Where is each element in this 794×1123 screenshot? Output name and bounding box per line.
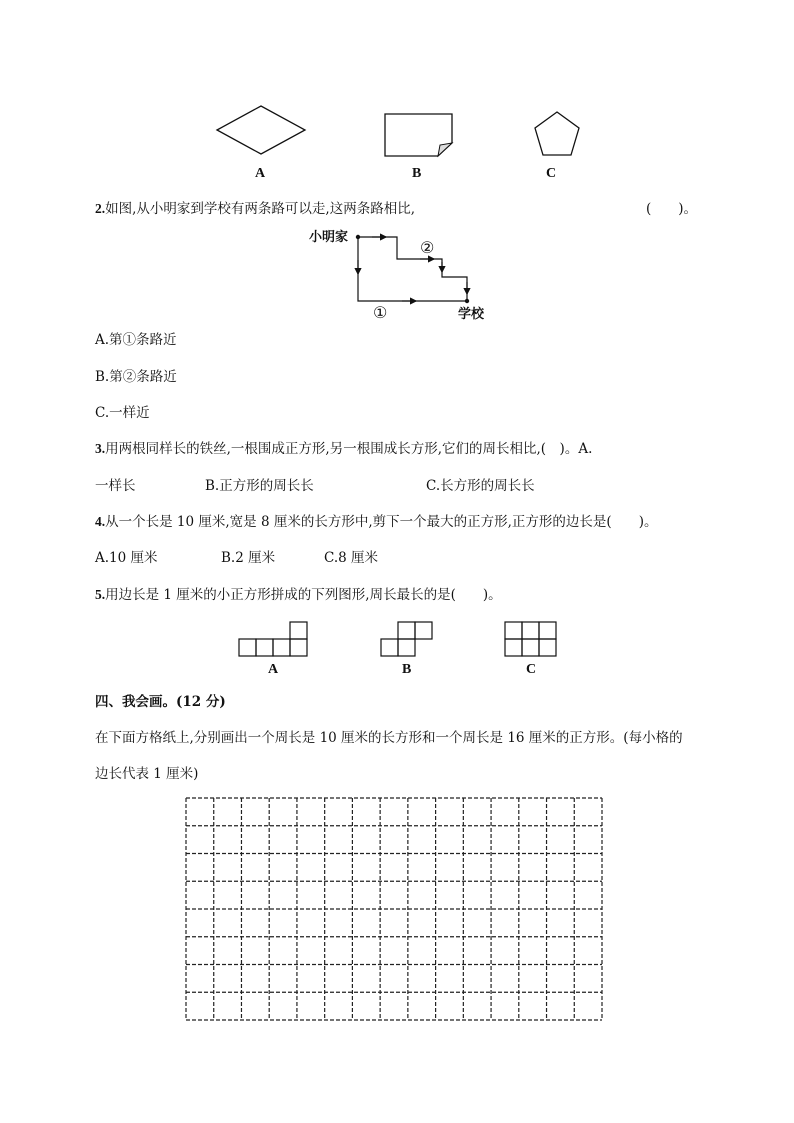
q2-option-b: B.第②条路近 — [95, 369, 177, 385]
question-text: 用两根同样长的铁丝,一根围成正方形,另一根围成长方形,它们的周长相比,( )。A. — [105, 441, 593, 457]
question-5 — [95, 586, 502, 604]
q2-option-a: A.第①条路近 — [95, 332, 177, 348]
home-label: 小明家 — [309, 230, 349, 245]
q5-label-b: B — [402, 662, 412, 677]
question-number: 3. — [95, 441, 106, 456]
question-2 — [95, 200, 415, 218]
square-figure-b — [380, 620, 436, 658]
answer-blank: ( )。 — [646, 201, 698, 217]
question-text: 如图,从小明家到学校有两条路可以走,这两条路相比, — [105, 201, 415, 217]
q2-option-c: C.一样近 — [95, 405, 150, 421]
question-number: 4. — [95, 514, 106, 529]
section-4-heading: 四、我会画。(12 分) — [95, 694, 226, 710]
section-4-instruction-line-1: 在下面方格纸上,分别画出一个周长是 10 厘米的长方形和一个周长是 16 厘米的正方形。(每小格的 — [95, 730, 683, 746]
shape-label-c: C — [546, 166, 557, 181]
square-figure-a — [238, 620, 310, 658]
route-diagram — [350, 230, 475, 310]
q3-option-b: B.正方形的周长长 — [205, 478, 314, 494]
q5-label-a: A — [268, 662, 279, 677]
q4-option-c: C.8 厘米 — [324, 550, 379, 566]
route-2-label: ② — [420, 238, 435, 257]
section-4-instruction-line-2: 边长代表 1 厘米) — [95, 766, 199, 782]
q4-option-a: A.10 厘米 — [95, 550, 158, 566]
square-figure-c — [504, 620, 560, 658]
q5-label-c: C — [526, 662, 537, 677]
rhombus-shape-a — [215, 104, 307, 156]
question-4 — [95, 513, 657, 531]
question-text: 从一个长是 10 厘米,宽是 8 厘米的长方形中,剪下一个最大的正方形,正方形的边长是( )。 — [105, 514, 658, 530]
question-number: 2. — [95, 201, 106, 216]
pentagon-shape-c — [532, 110, 582, 158]
question-number: 5. — [95, 587, 106, 602]
rectangle-folded-corner-shape-b — [384, 113, 454, 157]
shape-label-a: A — [255, 166, 266, 181]
school-label: 学校 — [458, 307, 485, 322]
shape-label-b: B — [412, 166, 422, 181]
q4-option-b: B.2 厘米 — [221, 550, 276, 566]
route-1-label: ① — [373, 303, 388, 322]
question-3 — [95, 440, 592, 458]
dashed-grid-paper[interactable] — [185, 797, 603, 1021]
question-text: 用边长是 1 厘米的小正方形拼成的下列图形,周长最长的是( )。 — [105, 587, 502, 603]
q3-option-a: 一样长 — [95, 478, 136, 494]
q3-option-c: C.长方形的周长长 — [426, 478, 535, 494]
